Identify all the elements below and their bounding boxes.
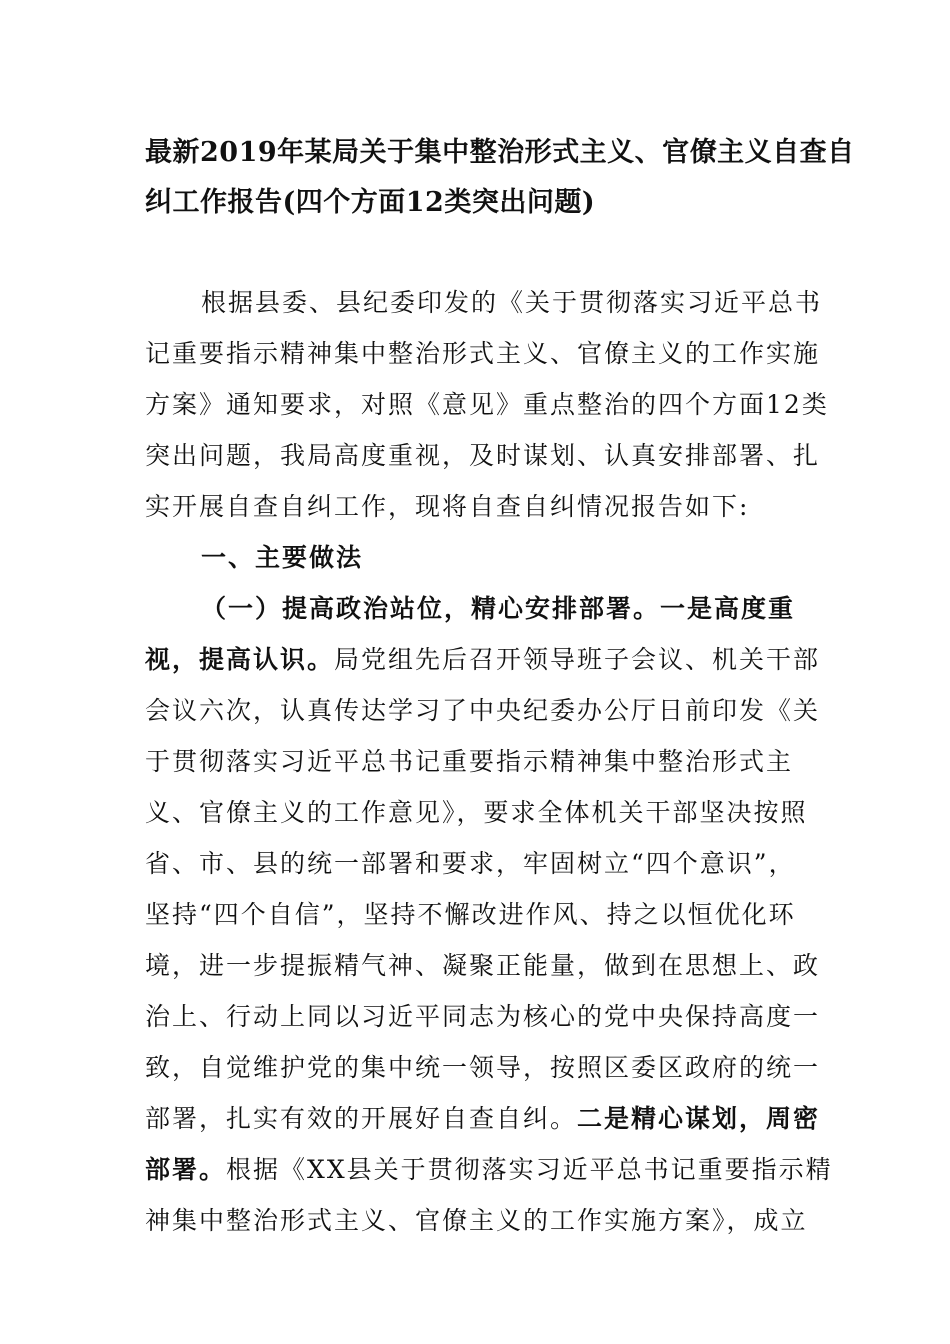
- para1-line-6: 省、市、县的统一部署和要求，牢固树立“四个意识”，: [145, 849, 796, 878]
- para1-line-2: [145, 634, 821, 685]
- section-heading: 一、主要做法: [201, 543, 364, 572]
- para1-line-12-rest: 根据《XX县关于贯彻落实习近平总书记重要指示精: [226, 1155, 833, 1184]
- intro-line-1: 根据县委、县纪委印发的《关于贯彻落实习近平总书: [201, 288, 823, 317]
- document-body: [145, 277, 833, 1246]
- title-line-2: 纠工作报告(四个方面12类突出问题): [145, 187, 596, 218]
- intro-line-5: 实开展自查自纠工作，现将自查自纠情况报告如下:: [145, 492, 750, 521]
- para1-line-11: [145, 1093, 821, 1144]
- para1-line-8: 境，进一步提振精气神、凝聚正能量，做到在思想上、政: [145, 951, 821, 980]
- para1-line-10: 致，自觉维护党的集中统一领导，按照区委区政府的统一: [145, 1053, 821, 1082]
- para1-line-11-bold: 二是精心谋划，周密: [577, 1104, 821, 1133]
- intro-line-2: 记重要指示精神集中整治形式主义、官僚主义的工作实施: [145, 339, 821, 368]
- para1-line-7: 坚持“四个自信”，坚持不懈改进作风、持之以恒优化环: [145, 900, 796, 929]
- title-line-1: 最新2019年某局关于集中整治形式主义、官僚主义自查自: [145, 137, 855, 168]
- para1-line-11-rest: 部署，扎实有效的开展好自查自纠。: [145, 1104, 578, 1133]
- para1-line-1: （一）提高政治站位，精心安排部署。一是高度重: [201, 594, 796, 623]
- para1-line-9: 治上、行动上同以习近平同志为核心的党中央保持高度一: [145, 1002, 821, 1031]
- para1-line-5: 义、官僚主义的工作意见》，要求全体机关干部坚决按照: [145, 798, 808, 827]
- intro-line-3: 方案》通知要求，对照《意见》重点整治的四个方面12类: [145, 390, 829, 419]
- intro-line-4: 突出问题，我局高度重视，及时谋划、认真安排部署、扎: [145, 441, 821, 470]
- para1-line-2-rest: 局党组先后召开领导班子会议、机关干部: [334, 645, 821, 674]
- para1-line-13: 神集中整治形式主义、官僚主义的工作实施方案》，成立: [145, 1206, 808, 1235]
- document-title: [145, 128, 855, 228]
- para1-line-4: 于贯彻落实习近平总书记重要指示精神集中整治形式主: [145, 747, 794, 776]
- para1-line-12-bold: 部署。: [145, 1155, 227, 1184]
- para1-line-3: 会议六次，认真传达学习了中央纪委办公厅日前印发《关: [145, 696, 821, 725]
- para1-line-2-bold: 视，提高认识。: [145, 645, 335, 674]
- para1-line-12: [145, 1144, 833, 1195]
